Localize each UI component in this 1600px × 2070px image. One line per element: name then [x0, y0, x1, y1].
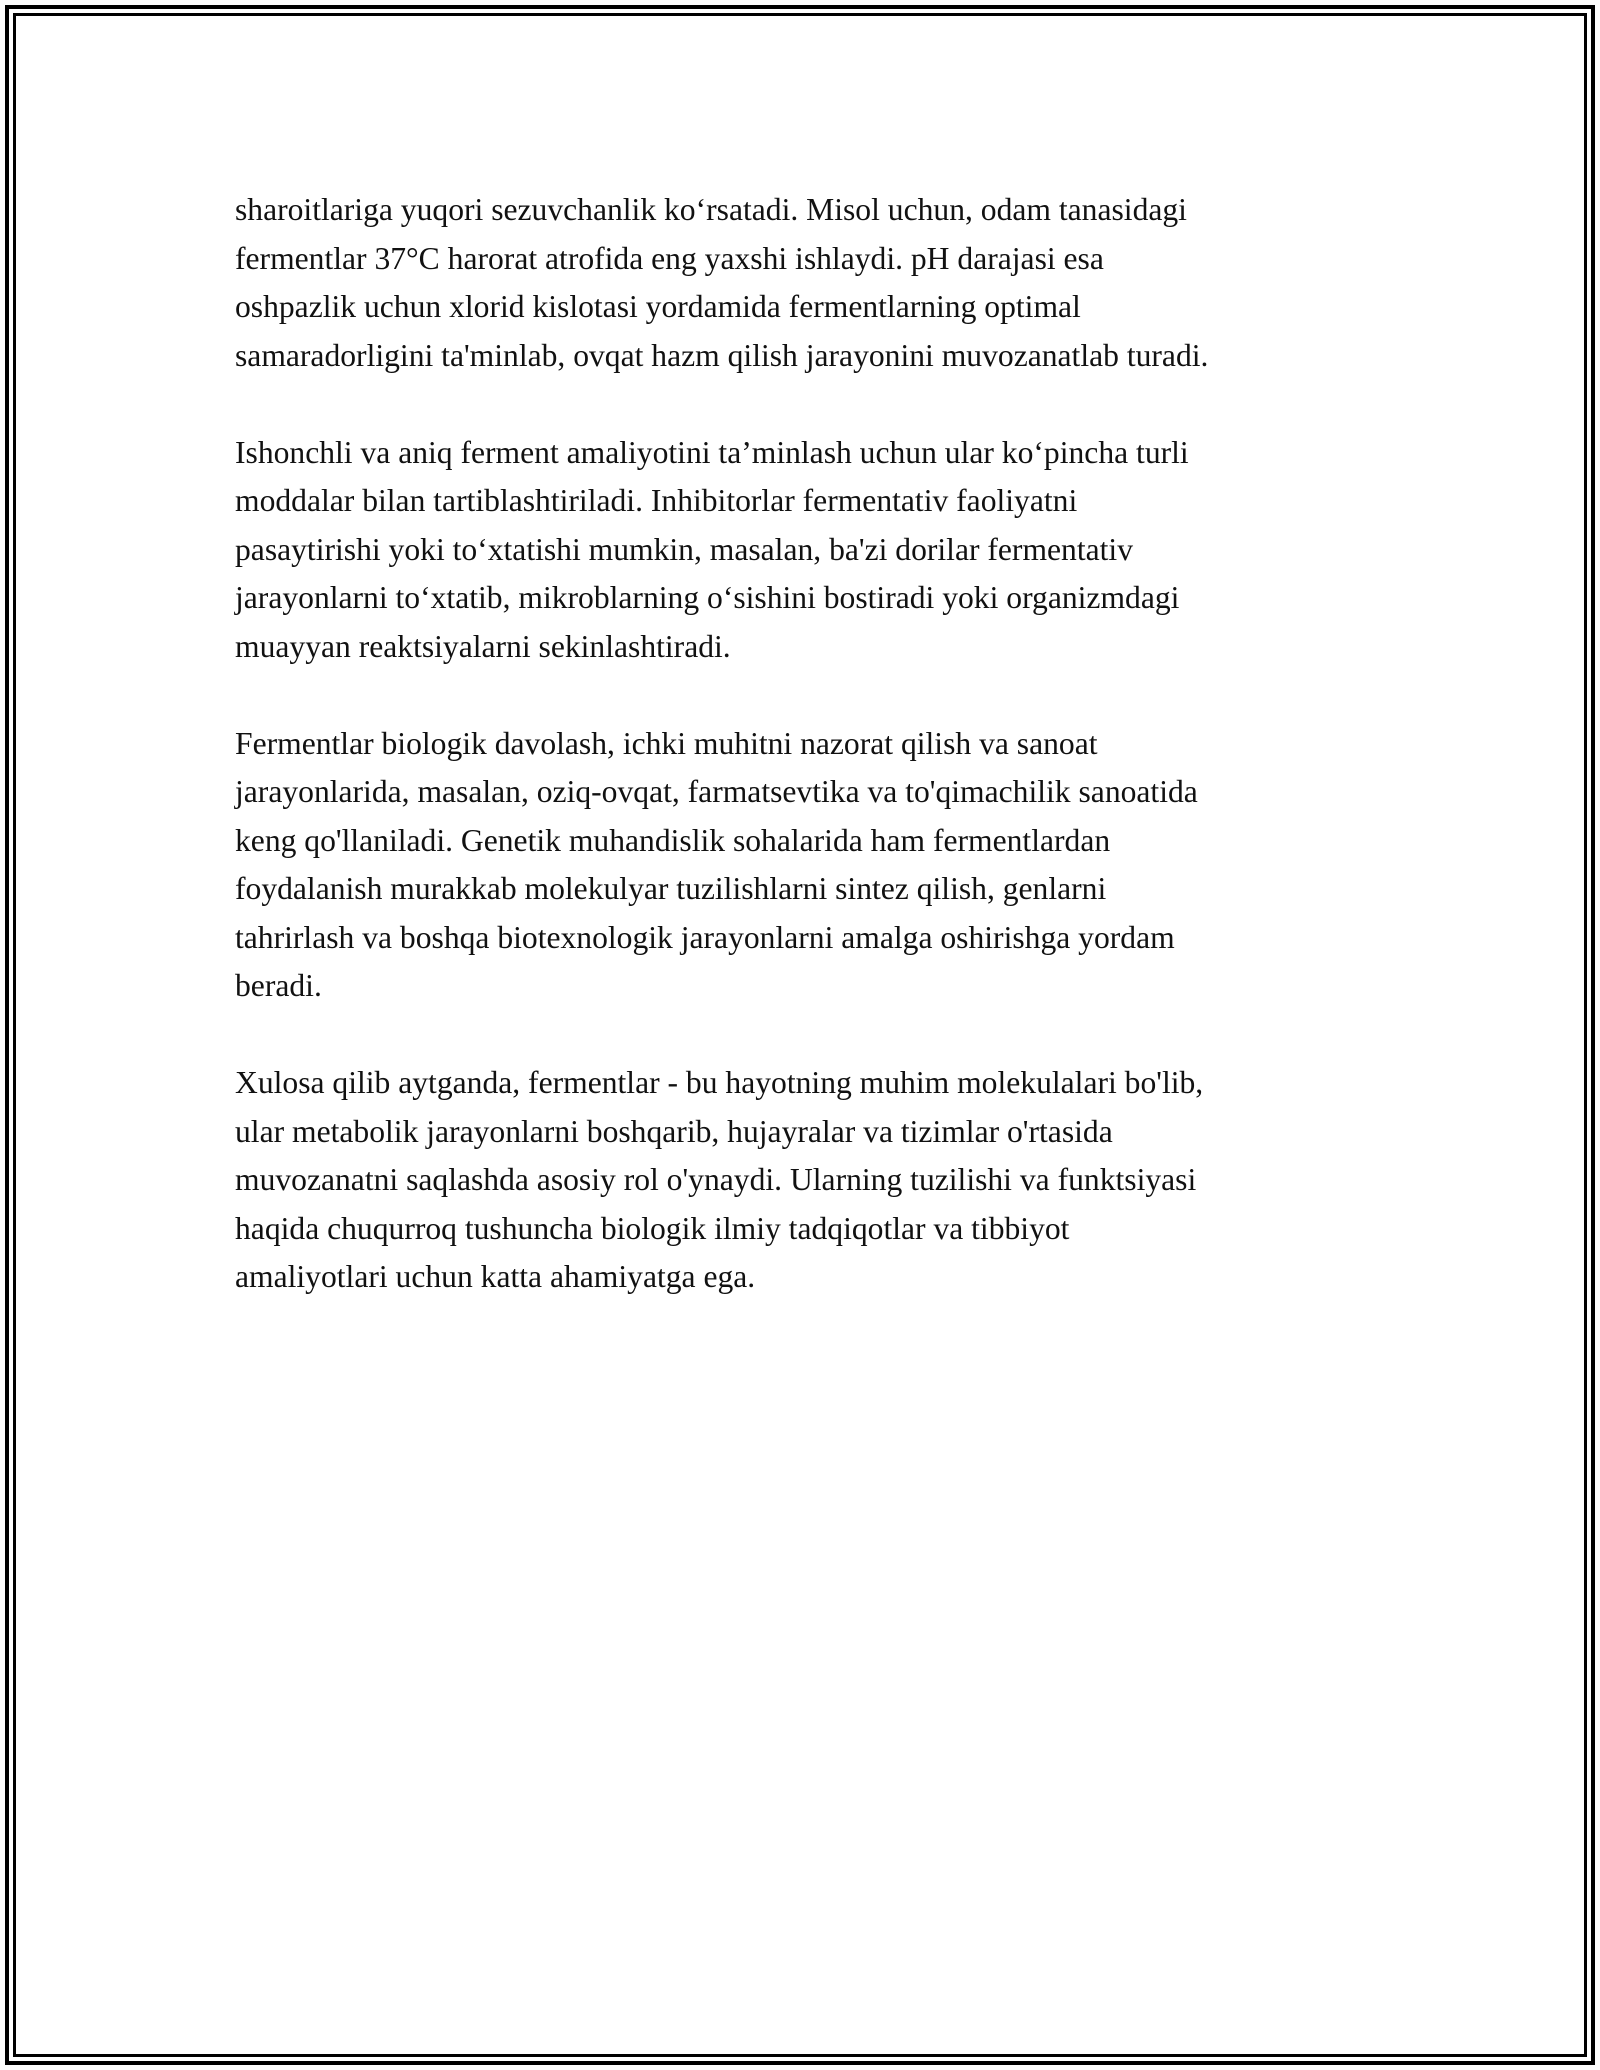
paragraph-applications: Fermentlar biologik davolash, ichki muhitni nazorat qilish va sanoat jarayonlarida, masalan, oziq-ovqat, farmatsevtika va to'qimachilik sanoatida keng qo'llaniladi. Genetik muhandislik sohalarida ham fermentlardan foydalanish murakkab molekulyar tuzilishlarni sintez qilish, genlarni tahrirlash va boshqa biotexnologik jarayonlarni amalga oshirishga yordam beradi. — [235, 725, 1198, 1003]
document-body — [235, 186, 1405, 1350]
paragraph-inhibitors: Ishonchli va aniq ferment amaliyotini ta’minlash uchun ular ko‘pincha turli moddalar bilan tartiblashtiriladi. Inhibitorlar fermentativ faoliyatni pasaytirishi yoki to‘xtatishi mumkin, masalan, ba'zi dorilar fermentativ jarayonlarni to‘xtatib, mikroblarning o‘sishini bostiradi yoki organizmdagi muayyan reaktsiyalarni sekinlashtiradi. — [235, 434, 1189, 664]
paragraph-temperature-ph: sharoitlariga yuqori sezuvchanlik ko‘rsatadi. Misol uchun, odam tanasidagi fermentlar 37°C harorat atrofida eng yaxshi ishlaydi. pH darajasi esa oshpazlik uchun xlorid kislotasi yordamida fermentlarning optimal samaradorligini ta'minlab, ovqat hazm qilish jarayonini muvozanatlab turadi. — [235, 192, 1209, 373]
paragraph-conclusion: Xulosa qilib aytganda, fermentlar - bu hayotning muhim molekulalari bo'lib, ular metabolik jarayonlarni boshqarib, hujayralar va tizimlar o'rtasida muvozanatni saqlashda asosiy rol o'ynaydi. Ularning tuzilishi va funktsiyasi haqida chuqurroq tushuncha biologik ilmiy tadqiqotlar va tibbiyot amaliyotlari uchun katta ahamiyatga ega. — [235, 1065, 1204, 1294]
